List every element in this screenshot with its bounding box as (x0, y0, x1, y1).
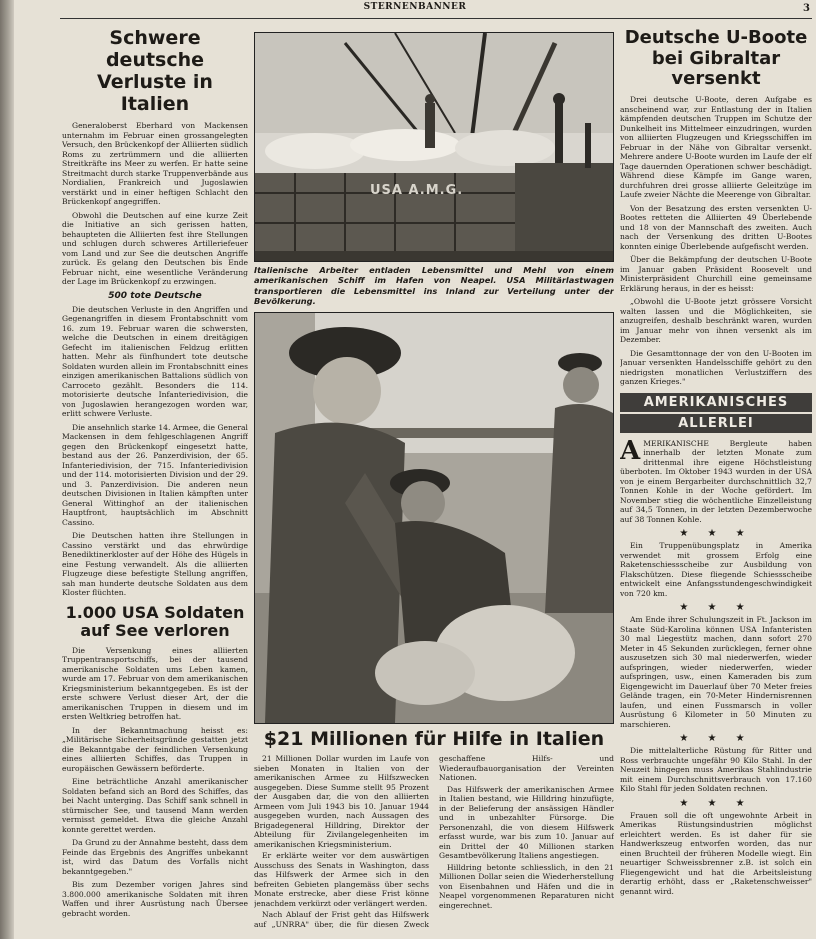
newspaper-page (14, 0, 816, 939)
article-paragraph: Die Gesamttonnage der von den U-Booten im Januar versenkten Handelsschiffe gehört zu den niedrigsten monatlichen Verlustziffern des ganzen Krieges." (620, 348, 812, 387)
binding-spine (0, 0, 14, 939)
allerlei-item (620, 435, 812, 525)
masthead: STERNENBANNER (363, 2, 467, 12)
article-paragraph: „Obwohl die U-Boote jetzt grössere Vorsicht walten lassen und die Möglichkeiten, sie anzugreifen, deshalb beschränkt waren, wurden im Januar mehr von ihnen versenkt als im Dezember. (620, 297, 812, 345)
photo-harbor-unloading (254, 32, 614, 262)
photo-workers-illustration (255, 313, 613, 723)
star-divider: ★ ★ ★ (679, 797, 753, 809)
star-divider: ★ ★ ★ (679, 528, 753, 540)
article-paragraph: Obwohl die Deutschen auf eine kurze Zeit die Initiative an sich gerissen hatten, behaupteten die Alliierten fest ihre Stellungen und schlugen durch schweres Artilleriefeuer vom Land und zur See die deutschen Angriffe zurück. Es gelang den Deutschen bis Ende Februar nicht, eine wesentliche Veränderung der Lage im Brückenkopf zu erzwingen. (62, 210, 248, 287)
crate-stencil: USA A.M.G. (370, 183, 464, 198)
allerlei-item: Ein Truppenübungsplatz in Amerika verwendet mit grossem Erfolg eine Raketenschiessscheibe zur Ausbildung von Flakschützen. Diese fliegende Schiessscheibe entwickelt eine Anfangsstundengeschwindigkeit von 720 km. (620, 541, 812, 598)
drop-cap: A (620, 435, 641, 466)
article-paragraph: Über die Bekämpfung der deutschen U-Boote im Januar gaben Präsident Roosevelt und Ministerpräsident Churchill eine gemeinsame Erklärung heraus, in der es heisst: (620, 255, 812, 293)
middle-column (254, 32, 614, 932)
article-headline-hilfe: $21 Millionen für Hilfe in Italien (263, 728, 605, 751)
article-headline-soldaten: 1.000 USA Soldaten auf See verloren (65, 602, 245, 641)
allerlei-item-text: MERIKANISCHE Bergleute haben innerhalb der letzten Monate zum drittenmal ihre eigene Höchstleistung überboten. Im Oktober 1943 wurden in der USA von je einem Bergarbeiter durchschnittlich 32,7 Tonnen Kohle in der Woche gefördert. Im November stieg die wöchentliche Einzelleistung auf 34,5 Tonnen, in der letzten Dezemberwoche auf 38 Tonnen Kohle. (620, 438, 812, 524)
photo-workers (254, 312, 614, 724)
section-banner-amerikanisches: AMERIKANISCHES (620, 393, 812, 412)
article-paragraph: 21 Millionen Dollar wurden im Laufe von sieben Monaten in Italien von der amerikanischen Armee zu Hilfszwecken ausgegeben. Diese Summe stellt 95 Prozent der Ausgaben dar, die von den alliierten Armeen vom Juli 1943 bis 10. Januar 1944 ausgegeben wurden, nach Aussagen des Brigadegeneral Hilldring, Direktor der Abteilung für Zivilangelegenheiten im amerikanischen Kriegsministerium. (254, 754, 429, 849)
article-paragraph: Die ansehnlich starke 14. Armee, die General Mackensen in dem fehlgeschlagenen Angriff gegen den Brückenkopf eingesetzt hatte, bestand aus der 26. Panzerdivision, der 65. Infanteriedivision, der 715. Infanteriedivision und der 114. motorisierten Division und der 29. und 3. Panzerdivision. Die anderen neun deutschen Divisionen in Italien kämpften unter General Wittinghof an der italienischen Hauptfront, hauptsächlich im Abschnitt Cassino. (62, 422, 248, 527)
photo-caption: Italienische Arbeiter entladen Lebensmittel und Mehl von einem amerikanischen Schiff im Hafen von Neapel. USA Militärlastwagen transportieren die Lebensmittel ins Inland zur Verteilung unter der Bevölkerung. (254, 265, 614, 306)
article-paragraph: Er erklärte weiter vor dem auswärtigen Ausschuss des Senats in Washington, dass das Hilfswerk der Armee sich in den befreiten Gebieten plangemäss über sechs Monate erstrecke, aber diese Frist könne jenachdem verkürzt oder verlängert werden. (254, 851, 429, 908)
allerlei-item: Frauen soll die oft ungewohnte Arbeit in Amerikas Rüstungsindustrien möglichst erleichtert werden. Es ist daher für sie Handwerkszeug entworfen worden, das nur einen Bruchteil der früheren Modelle wiegt. Ein neuartiger Schweissbrenner z.B. ist solch ein Fliegengewicht und hat die Arbeitsleistung derartig erhöht, dass er „Raketenschweisser" genannt wird. (620, 810, 812, 896)
article-paragraph: Eine beträchtliche Anzahl amerikanischer Soldaten befand sich an Bord des Schiffes, das bei Nacht unterging. Das Schiff sank schnell in stürmischer See, und tausend Mann werden vermisst gemeldet. Etwa die gleiche Anzahl konnte gerettet werden. (62, 777, 248, 834)
article-paragraph: Nach Ablauf der Frist geht das Hilfswerk auf „UNRRA" über, die für diesen Zweck geschaffene Hilfs- und Wiederaufbauorganisation der Vereinten Nationen. (254, 754, 614, 929)
article-paragraph: Die Deutschen hatten ihre Stellungen in Cassino verstärkt und das ehrwürdige Benediktinerkloster auf der Höhe des Hügels in eine Festung verwandelt. Als die alliierten Flugzeuge diese befestigte Stellung angriffen, sah man hunderte deutsche Soldaten aus dem Kloster flüchten. (62, 531, 248, 598)
article-paragraph: Bis zum Dezember vorigen Jahres sind 3.800.000 amerikanische Soldaten mit ihren Waffen und ihrer Ausrüstung nach Übersee gebracht worden. (62, 880, 248, 918)
left-column (62, 28, 248, 933)
allerlei-item: Die mittelalterliche Rüstung für Ritter und Ross verbrauchte ungefähr 90 Kilo Stahl. In der Neuzeit hingegen muss Amerikas Stahlindustrie mit einem Durchschnittsverbrauch von 17.160 Kilo Stahl für jeden Soldaten rechnen. (620, 746, 812, 794)
article-paragraph: Hilldring betonte schliesslich, in den 21 Millionen Dollar seien die Wiederherstellung von Eisenbahnen und Häfen und die in Neapel vorgenommenen Reparaturen nicht eingerechnet. (439, 862, 614, 910)
article-paragraph: In der Bekanntmachung heisst es: „Militärische Sicherheitsgründe gestatten jetzt die Bekanntgabe der feindlichen Versenkung eines alliierten Schiffes, das Truppen in europäischen Gewässern beförderte. (62, 725, 248, 773)
star-divider: ★ ★ ★ (679, 733, 753, 745)
article-paragraph: Von der Besatzung des ersten versenkten U-Bootes retteten die Alliierten 49 Überlebende und 18 von der Mannschaft des zweiten. Auch nach der Versenkung des dritten U-Bootes konnten einige Überlebende aufgefischt werden. (620, 203, 812, 251)
masthead-rule (60, 18, 812, 19)
star-divider: ★ ★ ★ (679, 602, 753, 614)
article-headline-uboote: Deutsche U-Boote bei Gibraltar versenkt (624, 28, 808, 90)
section-banner-allerlei: ALLERLEI (620, 414, 812, 433)
page-number: 3 (803, 3, 810, 14)
article-headline-verluste: Schwere deutsche Verluste in Italien (97, 28, 213, 115)
subheading: 500 tote Deutsche (108, 290, 202, 301)
article-paragraph: Da Grund zu der Annahme besteht, dass dem Feinde das Ergebnis des Angriffes unbekannt ist, wird das Datum des Vorfalls nicht bekanntgegeben." (62, 838, 248, 876)
allerlei-item: Am Ende ihrer Schulungszeit in Ft. Jackson im Staate Süd-Karolina können USA Infanteristen 30 mal Liegestütz machen, dann sofort 270 Meter in 45 Sekunden zurücklegen, ferner ohne auszusetzen sich 30 mal niederwerfen, wieder aufspringen, wieder niederwerfen, wieder aufspringen, usw., einen Kameraden bis zum Eigengewicht im Dauerlauf über 70 Meter freies Gelände tragen, ein 70-Meter Hindernisrennen laufen, und einen Fussmarsch in voller Ausrüstung 6 Kilometer in 50 Minuten zu marschieren. (620, 615, 812, 729)
right-column (620, 28, 812, 933)
photo-harbor-illustration (255, 33, 613, 261)
article-paragraph: Drei deutsche U-Boote, deren Aufgabe es anscheinend war, zur Entlastung der in Italien kämpfenden deutschen Truppen im Schutze der Dunkelheit ins Mittelmeer einzudringen, wurden von alliierten Flugzeugen und Kriegsschiffen im Februar in der Nähe von Gibraltar versenkt. Mehrere andere U-Boote wurden im Laufe der elf Tage dauernden Operationen schwer beschädigt. Während diese Kämpfe im Gange waren, durchfuhren drei grosse alliierte Geleitzüge im Laufe zweier Nächte die Meerenge von Gibraltar. (620, 95, 812, 200)
article-paragraph: Das Hilfswerk der amerikanischen Armee in Italien bestand, wie Hilldring hinzufügte, in der Belieferung der ansässigen Händler und in unbezahlter Fürsorge. Die Personenzahl, die von diesem Hilfswerk erfasst wurde, war bis zum 10. Januar auf ein Drittel der 40 Millionen starken Gesamtbevölkerung Italiens angestiegen. (439, 784, 614, 861)
article-paragraph: Generaloberst Eberhard von Mackensen unternahm im Februar einen grossangelegten Versuch, den Brückenkopf der Alliierten südlich Roms zu zertrümmern und die alliierten Streitkräfte ins Meer zu werfen. Er hatte seine Streitmacht durch starke Truppenverbände aus Nordialien, Frankreich und Jugoslawien verstärkt und in einer heftigen Schlacht den Brückenkopf angegriffen. (62, 121, 248, 207)
article-paragraph: Die Versenkung eines alliierten Truppentransportschiffs, bei der tausend amerikanische Soldaten ums Leben kamen, wurde am 17. Februar von dem amerikanischen Kriegsministerium bekanntgegeben. Es ist der erste schwere Verlust dieser Art, der die amerikanischen Truppen in diesem und im ersten Weltkrieg betroffen hat. (62, 645, 248, 722)
article-body-hilfe (254, 754, 614, 929)
article-paragraph: Die deutschen Verluste in den Angriffen und Gegenangriffen in diesem Frontabschnitt vom 16. zum 19. Februar waren die schwersten, welche die Deutschen in einem dreitägigen Gefecht im italienischen Feldzug erlitten hatten. Mehr als fünfhundert tote deutsche Soldaten wurden allein im Frontabschnitt eines einzigen amerikanischen Battalions südlich von Carroceto gezählt. Besonders die 114. motorisierte deutsche Infanteriedivision, die von Jugoslawien herangezogen worden war, erlitt schwere Verluste. (62, 304, 248, 419)
